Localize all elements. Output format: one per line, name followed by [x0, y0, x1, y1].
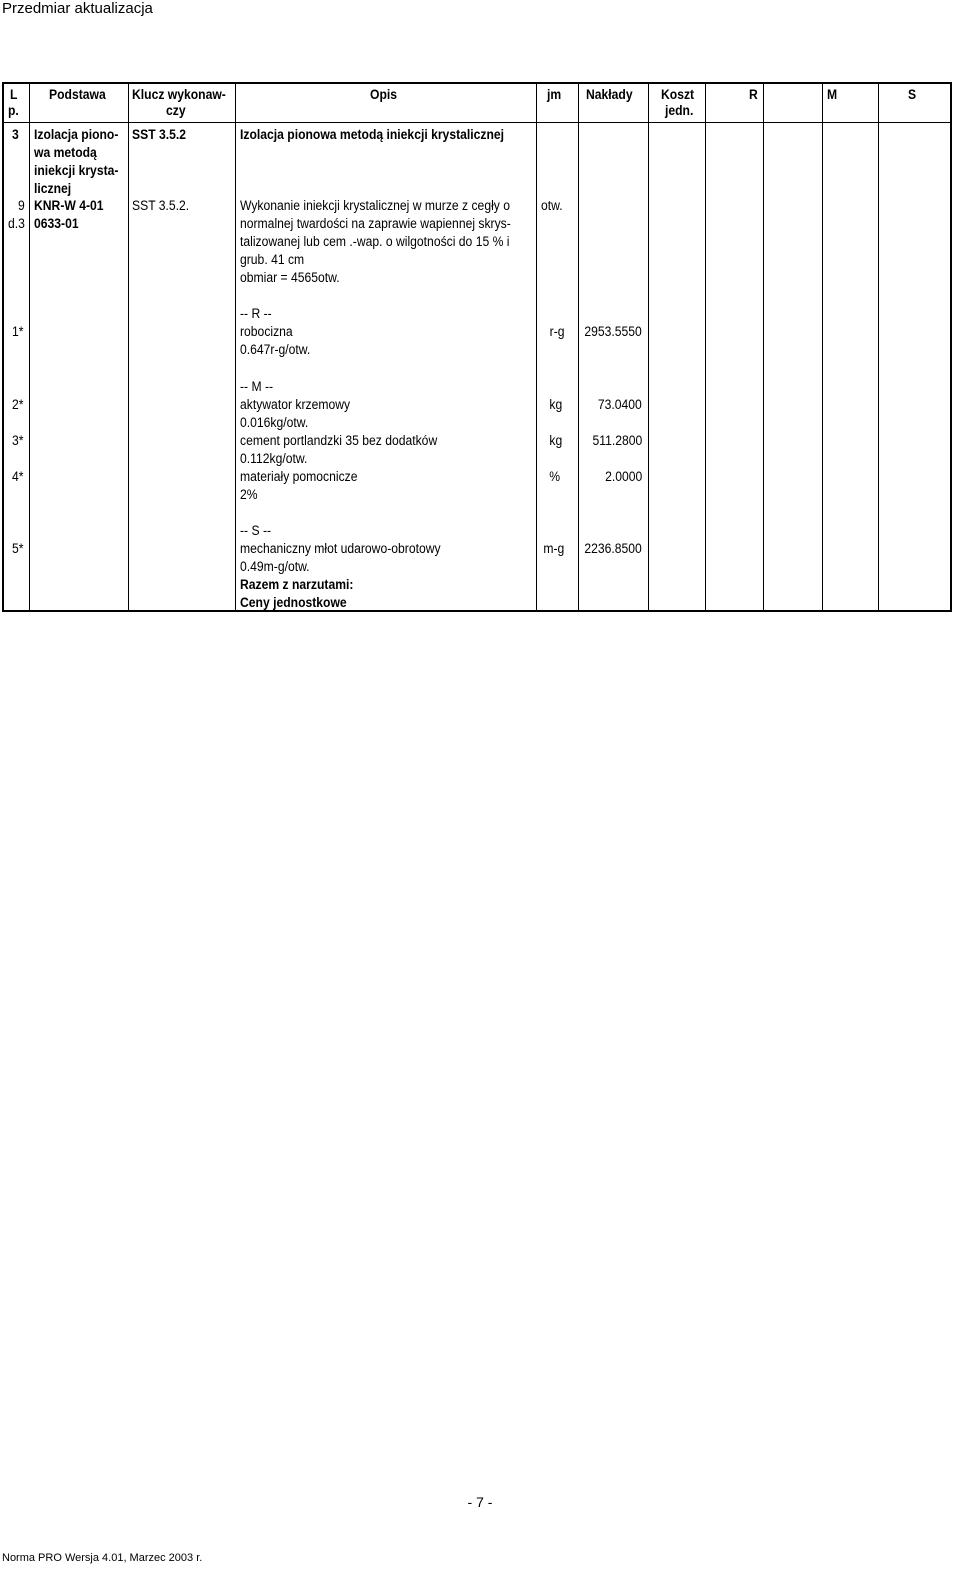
position-podstawa-1: KNR-W 4-01	[34, 198, 104, 213]
header-m: M	[827, 87, 838, 102]
totals-label: Razem z narzutami:	[240, 577, 354, 592]
column-divider	[536, 84, 537, 610]
section-lp: 3	[12, 127, 19, 142]
column-divider	[705, 84, 706, 610]
column-divider	[235, 84, 236, 610]
resource-lp: 2*	[12, 397, 24, 412]
resource-jm: %	[549, 469, 560, 484]
section-opis: Izolacja pionowa metodą iniekcji krystalicznej	[240, 127, 505, 142]
resource-jm: m-g	[543, 541, 564, 556]
section-podstawa-2: wa metodą	[34, 145, 97, 160]
position-opis-1: Wykonanie iniekcji krystalicznej w murze z cegły o	[240, 198, 510, 213]
resource-jm: kg	[549, 433, 562, 448]
resource-lp: 4*	[12, 469, 24, 484]
header-koszt-2: jedn.	[665, 103, 694, 118]
column-divider	[648, 84, 649, 610]
position-jm: otw.	[541, 198, 563, 213]
position-opis-3: talizowanej lub cem .-wap. o wilgotności do 15 % i	[240, 234, 510, 249]
position-lp-2: d.3	[8, 216, 25, 231]
resource-name: cement portlandzki 35 bez dodatków	[240, 433, 438, 448]
document-title: Przedmiar aktualizacja	[2, 0, 153, 17]
group-r-label: -- R --	[240, 306, 272, 321]
header-klucz-2: czy	[166, 103, 186, 118]
section-podstawa-4: licznej	[34, 181, 72, 196]
page-number: - 7 -	[467, 1494, 493, 1510]
header-divider	[4, 122, 950, 123]
resource-name: mechaniczny młot udarowo-obrotowy	[240, 541, 441, 556]
resource-norm: 0.49m-g/otw.	[240, 559, 310, 574]
group-s-label: -- S --	[240, 523, 272, 538]
resource-norm: 0.016kg/otw.	[240, 415, 309, 430]
column-divider	[763, 84, 764, 610]
group-m-label: -- M --	[240, 379, 274, 394]
resource-lp: 5*	[12, 541, 24, 556]
header-r: R	[749, 87, 758, 102]
resource-jm: r-g	[549, 324, 564, 339]
position-klucz: SST 3.5.2.	[132, 198, 190, 213]
header-naklady: Nakłady	[586, 87, 633, 102]
resource-naklady: 511.2800	[592, 433, 642, 448]
header-koszt-1: Koszt	[661, 87, 695, 102]
header-jm: jm	[547, 87, 562, 102]
position-opis-4: grub. 41 cm	[240, 252, 305, 267]
position-lp-1: 9	[18, 198, 25, 213]
column-divider	[128, 84, 129, 610]
column-divider	[29, 84, 30, 610]
header-lp-2: p.	[8, 103, 19, 118]
resource-name: materiały pomocnicze	[240, 469, 358, 484]
header-klucz-1: Klucz wykonaw-	[132, 87, 226, 102]
header-podstawa: Podstawa	[49, 87, 106, 102]
column-divider	[878, 84, 879, 610]
header-lp-1: L	[10, 87, 18, 102]
resource-naklady: 2236.8500	[584, 541, 642, 556]
resource-norm: 0.647r-g/otw.	[240, 342, 311, 357]
section-klucz: SST 3.5.2	[132, 127, 187, 142]
column-divider	[578, 84, 579, 610]
resource-jm: kg	[549, 397, 562, 412]
header-opis: Opis	[370, 87, 398, 102]
cost-estimate-table	[2, 82, 952, 612]
column-divider	[822, 84, 823, 610]
resource-lp: 1*	[12, 324, 24, 339]
resource-norm: 0.112kg/otw.	[240, 451, 308, 466]
resource-norm: 2%	[240, 487, 258, 502]
section-podstawa-3: iniekcji krysta-	[34, 163, 119, 178]
resource-naklady: 2.0000	[604, 469, 642, 484]
section-podstawa-1: Izolacja piono-	[34, 127, 119, 142]
footer-text: Norma PRO Wersja 4.01, Marzec 2003 r.	[2, 1552, 203, 1564]
resource-name: aktywator krzemowy	[240, 397, 351, 412]
position-opis-2: normalnej twardości na zaprawie wapiennej skrys-	[240, 216, 511, 231]
position-opis-5: obmiar = 4565otw.	[240, 270, 340, 285]
resource-naklady: 2953.5550	[584, 324, 642, 339]
unit-prices-label: Ceny jednostkowe	[240, 595, 347, 610]
position-podstawa-2: 0633-01	[34, 216, 79, 231]
resource-name: robocizna	[240, 324, 293, 339]
resource-lp: 3*	[12, 433, 24, 448]
resource-naklady: 73.0400	[598, 397, 642, 412]
header-s: S	[908, 87, 917, 102]
